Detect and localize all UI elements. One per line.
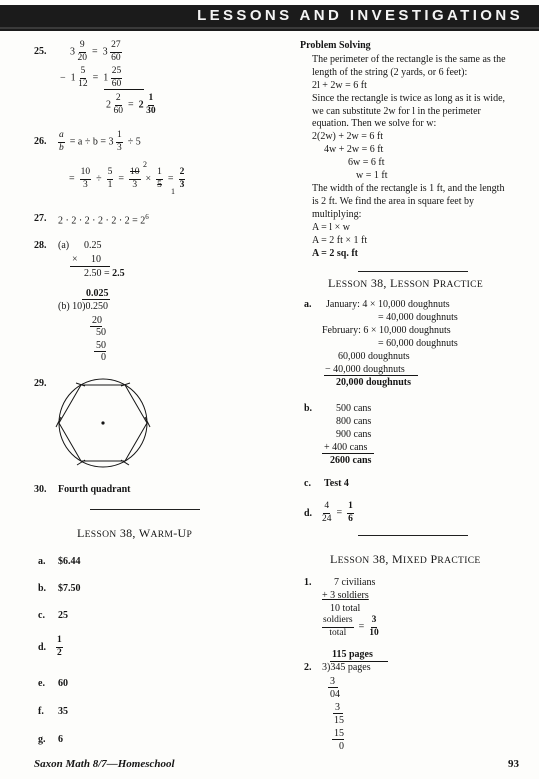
times-sign: × xyxy=(72,254,78,265)
step: 0 xyxy=(101,352,106,363)
step: 15 xyxy=(334,715,344,726)
product: 2.50 = 2.5 xyxy=(84,268,125,279)
calc-line: 900 cans xyxy=(336,429,372,440)
problem-number: 1. xyxy=(304,577,312,588)
item-value: 25 xyxy=(58,610,68,621)
step: 50 xyxy=(96,327,106,338)
ratio: soldiers total = $\frac{3}{10}$ xyxy=(323,615,379,638)
section-divider xyxy=(358,271,468,272)
item-label: c. xyxy=(304,478,311,489)
item-label: f. xyxy=(38,706,44,717)
item-value: 60 xyxy=(58,678,68,689)
item-label: c. xyxy=(38,610,45,621)
row-2: − 1 $\frac{5}{12}$ = 1 $\frac{25}{60}$ xyxy=(60,66,122,89)
hexagon-in-circle-diagram xyxy=(52,372,156,474)
calc-line: 60,000 doughnuts xyxy=(338,351,410,362)
item-label: b. xyxy=(304,403,313,414)
division: 3)345 pages xyxy=(322,662,371,673)
answer: Fourth quadrant xyxy=(58,484,131,495)
ps-line: 2l + 2w = 6 ft xyxy=(312,80,367,91)
problem-number: 30. xyxy=(34,484,47,495)
problem-solving-title: Problem Solving xyxy=(300,40,371,51)
step: 15 xyxy=(334,728,344,739)
step: 3 xyxy=(335,702,340,713)
ps-line: is 2 ft. We find the area in square feet by xyxy=(312,196,475,207)
section-divider xyxy=(358,535,468,536)
division-bar xyxy=(82,299,110,300)
calc-line: + 3 soldiers xyxy=(322,590,369,601)
banner-rule xyxy=(0,27,539,29)
ps-line: multiplying: xyxy=(312,209,362,220)
ps-line: 2(2w) + 2w = 6 ft xyxy=(312,131,383,142)
item-value: Test 4 xyxy=(324,478,349,489)
ps-line: 4w + 2w = 6 ft xyxy=(324,144,384,155)
problem-number: 25. xyxy=(34,46,47,57)
multiplier: 10 xyxy=(91,254,101,265)
calc-line: February: 6 × 10,000 doughnuts xyxy=(322,325,451,336)
item-label: a. xyxy=(38,556,46,567)
step-line xyxy=(333,713,343,714)
mixed-practice-heading: LESSON 38, MIXED PRACTICE xyxy=(330,552,481,566)
calc-line: January: 4 × 10,000 doughnuts xyxy=(326,299,450,310)
warmup-heading: LESSON 38, WARM-UP xyxy=(77,526,193,540)
item-value: $7.50 xyxy=(58,583,81,594)
banner-title: LESSONS AND INVESTIGATIONS xyxy=(197,7,523,24)
calc-line: − 40,000 doughnuts xyxy=(325,364,405,375)
calc-line: 500 cans xyxy=(336,403,372,414)
quotient: 115 pages xyxy=(332,649,373,660)
calc-line: 800 cans xyxy=(336,416,372,427)
row-2: = $\frac{10}{3}$ ÷ $\frac{5}{1}$ = $\frac{10}{3}$ × $\frac{1}{5}$ = $\frac{2}{3}$ xyxy=(69,167,185,190)
calc-line: + 400 cans xyxy=(324,442,368,453)
problem-number: 26. xyxy=(34,136,47,147)
item-label: e. xyxy=(38,678,45,689)
calc-line: 7 civilians xyxy=(334,577,376,588)
item-value: 6 xyxy=(58,734,63,745)
item-value: $6.44 xyxy=(58,556,81,567)
ps-line: A = l × w xyxy=(312,222,350,233)
part-a-label: (a) xyxy=(58,240,70,251)
ps-line: w = 1 ft xyxy=(356,170,388,181)
ps-line: equation. Then we solve for w: xyxy=(312,118,437,129)
ps-line: The perimeter of the rectangle is the same as the xyxy=(312,54,506,65)
lesson-practice-heading: LESSON 38, LESSON PRACTICE xyxy=(328,276,483,290)
ps-line: we can substitute 2w for l in the perimeter xyxy=(312,106,481,117)
sum-line xyxy=(104,89,144,90)
sum-line xyxy=(322,453,374,454)
step: 50 xyxy=(96,340,106,351)
product-line xyxy=(70,266,110,267)
problem-number: 28. xyxy=(34,240,47,251)
calc-line: = 60,000 doughnuts xyxy=(378,338,458,349)
step: 20 xyxy=(92,315,102,326)
ps-line: 6w = 6 ft xyxy=(348,157,385,168)
item-label: d. xyxy=(304,508,313,519)
section-divider xyxy=(90,509,200,510)
problem-number: 27. xyxy=(34,213,47,224)
item-label: d. xyxy=(38,642,47,653)
multiplicand: 0.25 xyxy=(84,240,102,251)
item-label: a. xyxy=(304,299,312,310)
expression: $2 \cdot 2 \cdot 2 \cdot 2 \cdot 2 \cdot 2 = 2^6$ xyxy=(58,213,149,227)
step: 0 xyxy=(339,741,344,752)
item-label: b. xyxy=(38,583,47,594)
row-3: 2 $\frac{2}{60}$ = 2 $\frac{1}{30}$ xyxy=(106,93,156,116)
problem-number: 29. xyxy=(34,378,47,389)
footer-book-title: Saxon Math 8/7—Homeschool xyxy=(34,758,175,770)
calc-result: 20,000 doughnuts xyxy=(336,377,412,388)
problem-number: 2. xyxy=(304,662,312,673)
ps-line: Since the rectangle is twice as long as it is wide, xyxy=(312,93,506,104)
cancel-mark-bottom: 1 xyxy=(171,187,175,196)
division: (b) 10)0.250 xyxy=(58,301,109,312)
row-1: 3 $\frac{9}{20}$ = 3 $\frac{27}{60}$ xyxy=(70,40,121,63)
step-line xyxy=(328,687,338,688)
quotient: 0.025 xyxy=(86,288,109,299)
ps-line: A = 2 ft × 1 ft xyxy=(312,235,368,246)
fraction-equation: $\frac{4}{24}$ = $\frac{1}{6}$ xyxy=(322,501,353,524)
step: 04 xyxy=(330,689,340,700)
item-value: $\frac{1}{2}$ xyxy=(57,635,62,658)
step-line xyxy=(332,739,344,740)
cancel-mark-top: 2 xyxy=(143,160,147,169)
page-number: 93 xyxy=(508,758,519,770)
row-1: $\frac{a}{b}$ = a ÷ b = 3 $\frac{1}{3}$ ÷ 5 xyxy=(59,130,141,153)
ps-line: The width of the rectangle is 1 ft, and the length xyxy=(312,183,505,194)
sum-line xyxy=(324,375,418,376)
ps-line: length of the string (2 yards, or 6 feet): xyxy=(312,67,468,78)
calc-line: = 40,000 doughnuts xyxy=(378,312,458,323)
ps-line: A = 2 sq. ft xyxy=(312,248,358,259)
calc-line: 10 total xyxy=(330,603,361,614)
step: 3 xyxy=(330,676,335,687)
item-value: 35 xyxy=(58,706,68,717)
item-label: g. xyxy=(38,734,46,745)
calc-result: 2600 cans xyxy=(330,455,372,466)
